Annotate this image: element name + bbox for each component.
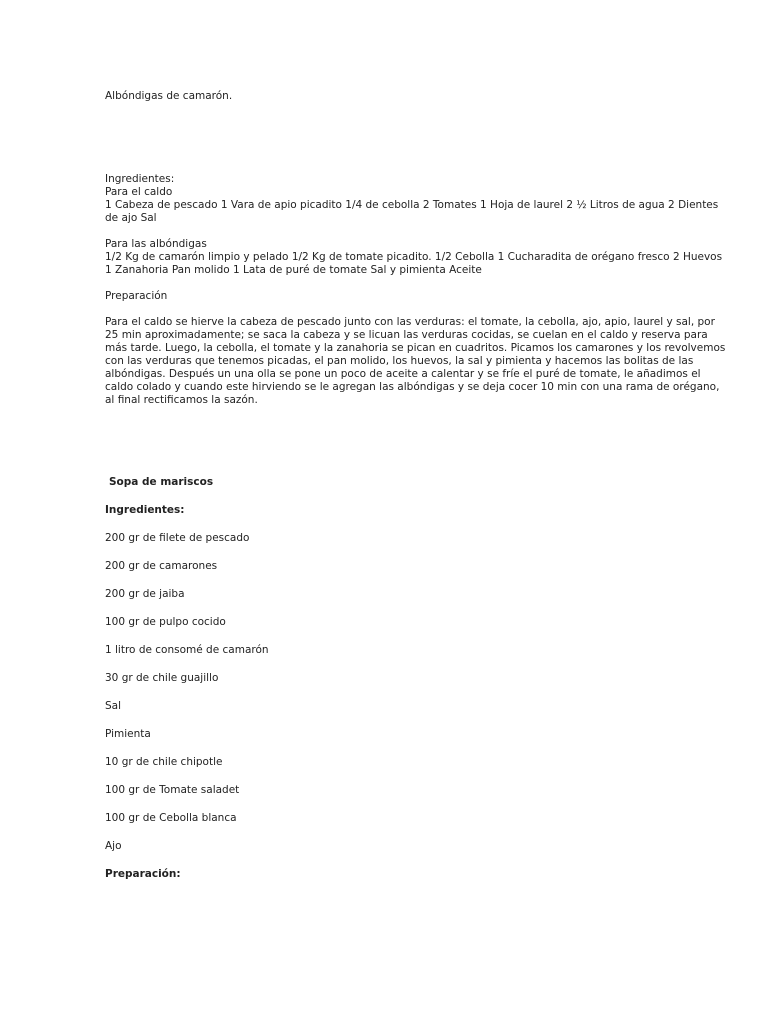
ingredient-item: 200 gr de filete de pescado <box>105 532 250 544</box>
ingredient-item: Pimienta <box>105 728 151 740</box>
ingredient-item: Ajo <box>105 840 122 852</box>
meatballs-ingredients-line: 1 Zanahoria Pan molido 1 Lata de puré de tomate Sal y pimienta Aceite <box>105 264 482 276</box>
meatballs-heading: Para las albóndigas <box>105 238 207 250</box>
preparation-line: Para el caldo se hierve la cabeza de pescado junto con las verduras: el tomate, la cebolla, ajo, apio, laurel y sal, por <box>105 316 715 328</box>
broth-ingredients-line: 1 Cabeza de pescado 1 Vara de apio picadito 1/4 de cebolla 2 Tomates 1 Hoja de laurel 2 ½ Litros de agua 2 Dientes <box>105 199 719 211</box>
preparation-line: albóndigas. Después un una olla se pone un poco de aceite a calentar y se fríe el puré de tomate, le añadimos el <box>105 368 701 380</box>
preparation-line: caldo colado y cuando este hirviendo se le agregan las albóndigas y se deja cocer 10 min con una rama de orégano, <box>105 381 720 393</box>
recipe-title: Sopa de mariscos <box>109 476 214 488</box>
preparation-line: con las verduras que tenemos picadas, el pan molido, los huevos, la sal y pimienta y hacemos las bolitas de las <box>105 355 694 367</box>
ingredient-item: 200 gr de camarones <box>105 560 218 572</box>
ingredient-item: 30 gr de chile guajillo <box>105 672 219 684</box>
preparation-line: al final rectificamos la sazón. <box>105 394 258 406</box>
recipe-title: Albóndigas de camarón. <box>105 90 233 102</box>
ingredient-item: 100 gr de pulpo cocido <box>105 616 226 628</box>
preparation-line: 25 min aproximadamente; se saca la cabeza y se licuan las verduras cocidas, se cuelan en el caldo y reserva para <box>105 329 708 341</box>
ingredient-item: 200 gr de jaiba <box>105 588 185 600</box>
preparation-heading: Preparación: <box>105 868 181 880</box>
preparation-line: más tarde. Luego, la cebolla, el tomate y la zanahoria se pican en cuadritos. Picamos los camarones y los revolvemos <box>105 342 726 354</box>
preparation-heading: Preparación <box>105 290 168 302</box>
ingredient-item: 1 litro de consomé de camarón <box>105 644 269 656</box>
meatballs-ingredients-line: 1/2 Kg de camarón limpio y pelado 1/2 Kg de tomate picadito. 1/2 Cebolla 1 Cucharadita de orégano fresco 2 Huevos <box>105 251 723 263</box>
preparation-text <box>105 316 725 407</box>
broth-heading: Para el caldo <box>105 186 173 198</box>
ingredient-item: 100 gr de Cebolla blanca <box>105 812 237 824</box>
ingredient-item: 100 gr de Tomate saladet <box>105 784 240 796</box>
ingredients-heading: Ingredientes: <box>105 504 185 516</box>
ingredient-item: 10 gr de chile chipotle <box>105 756 223 768</box>
broth-ingredients-line: de ajo Sal <box>105 212 157 224</box>
ingredients-heading: Ingredientes: <box>105 173 175 185</box>
ingredient-item: Sal <box>105 700 122 712</box>
